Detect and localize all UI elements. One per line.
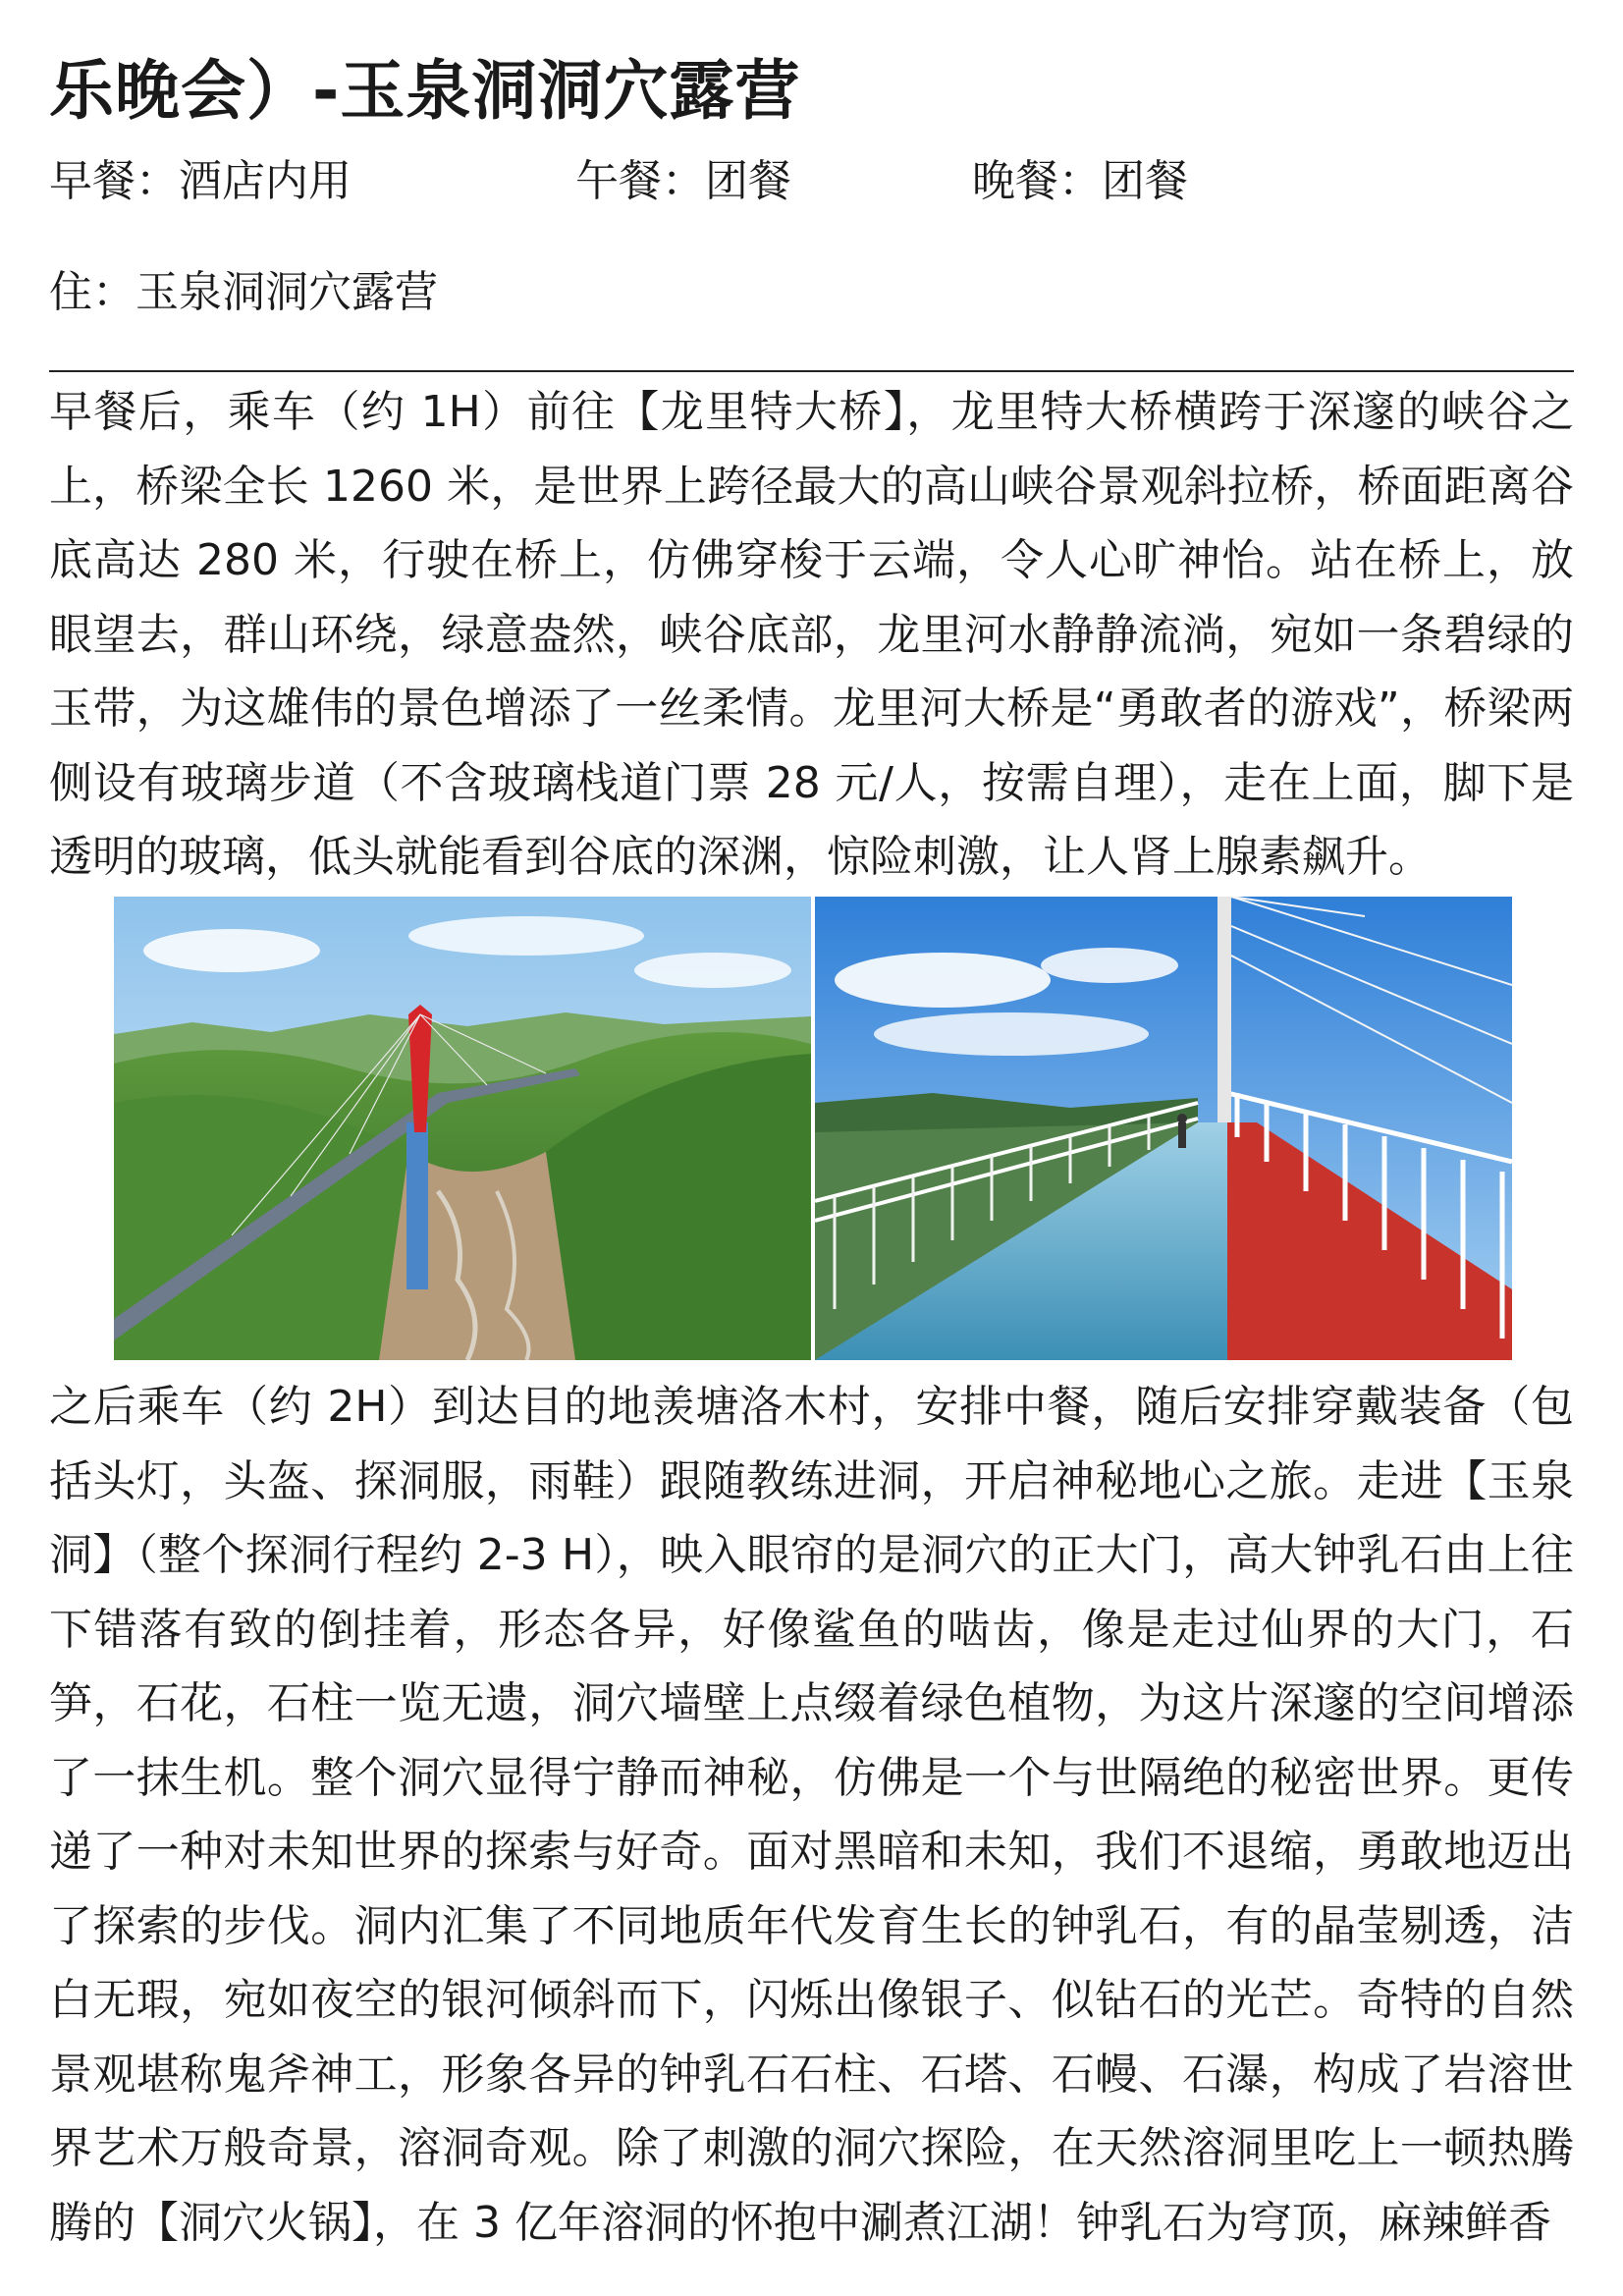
lunch-info: 午餐：团餐: [575, 156, 791, 206]
photo-row: [114, 897, 1512, 1360]
dinner-info: 晚餐：团餐: [972, 156, 1188, 206]
bridge-aerial-photo: [114, 897, 811, 1360]
accommodation-info: 住：玉泉洞洞穴露营: [49, 267, 438, 317]
breakfast-info: 早餐：酒店内用: [49, 156, 352, 206]
page-title: 乐晚会）-玉泉洞洞穴露营: [49, 53, 801, 129]
meal-info-row: [0, 147, 1623, 216]
glass-walkway-photo: [815, 897, 1512, 1360]
paragraph-cave: 之后乘车（约 2H）到达目的地羡塘洛木村，安排中餐，随后安排穿戴装备（包括头灯，头盔、探洞服，雨鞋）跟随教练进洞，开启神秘地心之旅。走进【玉泉洞】（整个探洞行程约 2-3 H），映入眼帘的是洞穴的正大门，高大钟乳石由上往下错落有致的倒挂着，形态各异，好像鲨鱼的啮齿，像是走过仙界的大门，石笋，石花，石柱一览无遗，洞穴墙壁上点缀着绿色植物，为这片深邃的空间增添了一抹生机。整个洞穴显得宁静而神秘，仿佛是一个与世隔绝的秘密世界。更传递了一种对未知世界的探索与好奇。面对黑暗和未知，我们不退缩，勇敢地迈出了探索的步伐。洞内汇集了不同地质年代发育生长的钟乳石，有的晶莹剔透，洁白无瑕，宛如夜空的银河倾斜而下，闪烁出像银子、似钻石的光芒。奇特的自然景观堪称鬼斧神工，形象各异的钟乳石石柱、石塔、石幔、石瀑，构成了岩溶世界艺术万般奇景，溶洞奇观。除了刺激的洞穴探险，在天然溶洞里吃上一顿热腾腾的【洞穴火锅】，在 3 亿年溶洞的怀抱中涮煮江湖！钟乳石为穹顶，麻辣鲜香: [49, 1382, 1574, 2248]
paragraph-bridge: 早餐后，乘车（约 1H）前往【龙里特大桥】，龙里特大桥横跨于深邃的峡谷之上，桥梁全长 1260 米，是世界上跨径最大的高山峡谷景观斜拉桥，桥面距离谷底高达 280 米，行驶在桥上，仿佛穿梭于云端，令人心旷神怡。站在桥上，放眼望去，群山环绕，绿意盎然，峡谷底部，龙里河水静静流淌，宛如一条碧绿的玉带，为这雄伟的景色增添了一丝柔情。龙里河大桥是“勇敢者的游戏”，桥梁两侧设有玻璃步道（不含玻璃栈道门票 28 元/人，按需自理），走在上面，脚下是透明的玻璃，低头就能看到谷底的深渊，惊险刺激，让人肾上腺素飙升。: [49, 387, 1574, 882]
section-divider: [49, 370, 1574, 372]
